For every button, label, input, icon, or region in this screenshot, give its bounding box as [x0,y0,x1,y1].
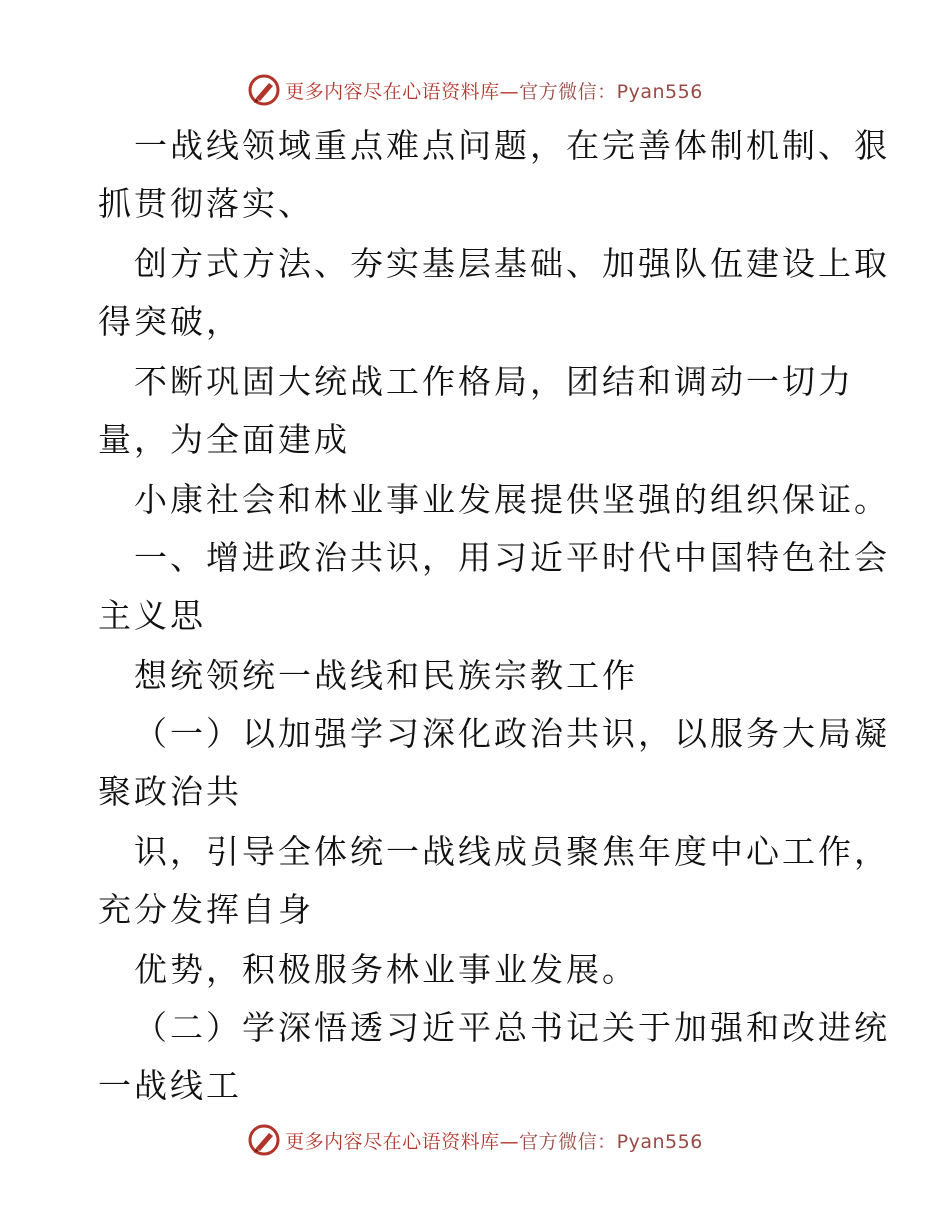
watermark-tail: 官方微信：Pyan556 [519,80,703,103]
watermark-tail: 官方微信：Pyan556 [519,1130,703,1153]
text-line: 优势，积极服务林业事业发展。 [134,950,638,989]
header-watermark [0,70,950,110]
footer-watermark [0,1120,950,1160]
text-line: 聚政治共 [98,772,242,811]
text-line: 一、增进政治共识，用习近平时代中国特色社会 [134,538,890,577]
watermark-sep: — [499,1130,520,1153]
text-line: 不断巩固大统战工作格局，团结和调动一切力 [134,362,854,401]
text-line: 一战线领域重点难点问题，在完善体制机制、狠 [134,126,890,165]
text-line: 主义思 [98,596,206,635]
text-line: 一战线工 [98,1066,242,1105]
text-line: 得突破， [98,302,242,341]
text-line: 创方式方法、夯实基层基础、加强队伍建设上取 [134,244,890,283]
text-line: （二）学深悟透习近平总书记关于加强和改进统 [134,1008,890,1047]
text-line: 小康社会和林业事业发展提供坚强的组织保证。 [134,480,890,519]
text-line: 想统领统一战线和民族宗教工作 [134,656,638,695]
watermark-sep: — [499,80,520,103]
text-line: 量，为全面建成 [98,420,350,459]
watermark-main: 更多内容尽在心语资料库 [285,80,500,103]
watermark-text [285,1127,703,1154]
text-line: （一）以加强学习深化政治共识，以服务大局凝 [134,714,890,753]
pen-logo-icon [247,1123,281,1157]
text-line: 识，引导全体统一战线成员聚焦年度中心工作， [134,832,890,871]
text-line: 抓贯彻落实、 [98,184,314,223]
pen-logo-icon [247,73,281,107]
text-line: 充分发挥自身 [98,890,314,929]
watermark-main: 更多内容尽在心语资料库 [285,1130,500,1153]
watermark-text [285,77,703,104]
